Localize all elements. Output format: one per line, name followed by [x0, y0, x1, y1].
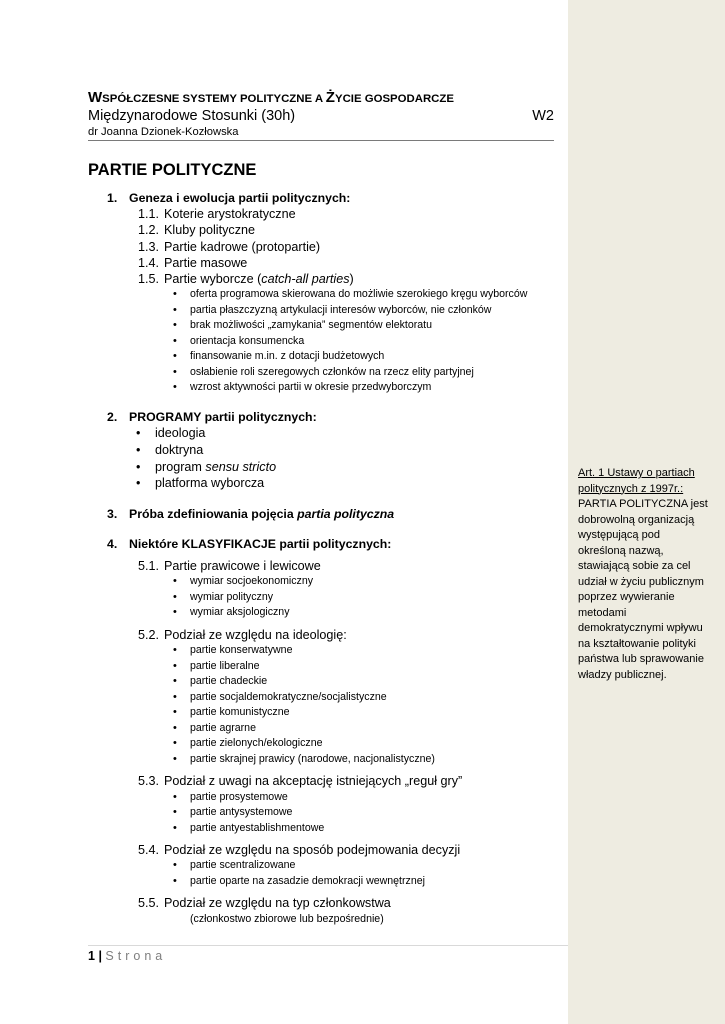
bullet-item: • partie socjaldemokratyczne/socjalistyczne	[88, 690, 560, 706]
section-number: 4.	[107, 537, 118, 552]
section-heading	[88, 190, 560, 206]
bullet-item: • brak możliwości „zamykania” segmentów elektoratu	[88, 318, 560, 334]
bullet-item: • partie zielonych/ekologiczne	[88, 736, 560, 752]
course-title	[88, 88, 554, 108]
lecture-code: W2	[532, 108, 554, 124]
section-heading	[88, 409, 560, 425]
bullet-item: • osłabienie roli szeregowych członków na rzecz elity partyjnej	[88, 365, 560, 381]
bullet-item: • oferta programowa skierowana do możliwie szerokiego kręgu wyborców	[88, 287, 560, 303]
bullet-item: • doktryna	[88, 442, 560, 459]
subsection-item	[88, 222, 560, 238]
course-title-initial: W	[88, 89, 103, 106]
bullet-item: • partie scentralizowane	[88, 858, 560, 874]
bullet-item: • partie konserwatywne	[88, 643, 560, 659]
section-title: Próba zdefiniowania pojęcia	[129, 507, 298, 522]
subsection-number: 1.1.	[138, 207, 160, 221]
subsection-item	[88, 558, 560, 574]
footer-divider	[88, 945, 568, 946]
subsection-number: 5.1.	[138, 559, 160, 574]
section-title: Niektóre KLASYFIKACJE partii politycznych:	[129, 537, 392, 552]
bullet-item: • partie agrarne	[88, 721, 560, 737]
footer-separator: |	[98, 949, 102, 963]
course-title-part-1: SPÓŁCZESNE SYSTEMY POLITYCZNE A	[102, 93, 326, 105]
course-title-part-2: YCIE GOSPODARCZE	[334, 93, 454, 105]
bullet-item: • wzrost aktywności partii w okresie przedwyborczym	[88, 380, 560, 396]
sidebar-note	[578, 466, 710, 683]
section-number: 2.	[107, 409, 118, 424]
subsection-number: 1.2.	[138, 223, 160, 238]
bullet-item: • partie antyestablishmentowe	[88, 821, 560, 837]
subsection-item	[88, 206, 560, 222]
subsection-item	[88, 271, 560, 287]
bullet-item: • wymiar polityczny	[88, 590, 560, 606]
author: dr Joanna Dzionek-Kozłowska	[88, 125, 554, 141]
bullet-item: • wymiar socjoekonomiczny	[88, 574, 560, 590]
page-title: PARTIE POLITYCZNE	[88, 161, 257, 179]
subsection-text: Podział ze względu na typ członkowstwa	[164, 896, 391, 911]
bullet-item: • partia płaszczyzną artykulacji interesów wyborców, nie członków	[88, 303, 560, 319]
subsection-text: Podział ze względu na ideologię:	[164, 627, 347, 642]
subsection-number: 1.5.	[138, 272, 160, 287]
subsection-note: (członkostwo zbiorowe lub bezpośrednie)	[190, 912, 384, 925]
bullet-item: • partie skrajnej prawicy (narodowe, nacjonalistyczne)	[88, 752, 560, 768]
bullet-item: • partie oparte na zasadzie demokracji wewnętrznej	[88, 874, 560, 890]
page-number: 1	[88, 949, 95, 963]
subsection-text: Koterie arystokratyczne	[164, 207, 296, 221]
subsection-text: Partie wyborcze (	[164, 272, 262, 287]
subsection-item	[88, 627, 560, 643]
bullet-item: • ideologia	[88, 425, 560, 442]
subsection-text: Podział z uwagi na akceptację istniejących „reguł gry”	[164, 774, 463, 789]
subsection-text: Partie kadrowe (protopartie)	[164, 239, 321, 254]
bullet-item: • finansowanie m.in. z dotacji budżetowych	[88, 349, 560, 365]
subsection-number: 5.4.	[138, 843, 160, 858]
section-heading	[88, 506, 560, 522]
subsection-number: 1.4.	[138, 255, 160, 270]
page-footer	[88, 949, 166, 963]
subtitle-row	[88, 108, 554, 125]
subsection-text: Partie prawicowe i lewicowe	[164, 559, 321, 574]
bullet-item: • partie prosystemowe	[88, 790, 560, 806]
subsection-number: 1.3.	[138, 239, 160, 254]
bullet-text: program	[155, 459, 206, 474]
subsection-number: 5.2.	[138, 627, 160, 642]
bullet-item	[88, 459, 560, 476]
document-body	[88, 190, 560, 927]
section-title: PROGRAMY partii politycznych:	[129, 409, 317, 424]
bullet-item: • orientacja konsumencka	[88, 334, 560, 350]
subsection-number: 5.5.	[138, 896, 160, 911]
bullet-item: • partie komunistyczne	[88, 705, 560, 721]
course-subtitle: Międzynarodowe Stosunki (30h)	[88, 108, 296, 124]
section-number: 3.	[107, 507, 118, 522]
subsection-text-end: )	[349, 272, 354, 287]
bullet-item: • platforma wyborcza	[88, 475, 560, 492]
subsection-item	[88, 773, 560, 789]
section-heading	[88, 536, 560, 552]
footer-label: Strona	[105, 949, 167, 963]
bullet-item: • wymiar aksjologiczny	[88, 605, 560, 621]
section-title: Geneza i ewolucja partii politycznych:	[129, 191, 351, 205]
bullet-emphasis: sensu stricto	[205, 459, 277, 474]
sidebar-note-body: PARTIA POLITYCZNA jest dobrowolną organizacją występującą pod określoną nazwą, stawiającą sobie za cel udział w życiu publicznym poprzez wywieranie metodami demokratycznymi wpływu na kształtowanie polityki państwa lub sprawowanie władzy publicznej.	[578, 498, 708, 681]
subsection-item	[88, 239, 560, 255]
subsection-item	[88, 895, 560, 911]
document-header	[88, 88, 554, 141]
subsection-text: Podział ze względu na sposób podejmowania decyzji	[164, 843, 461, 858]
bullet-item: • partie chadeckie	[88, 674, 560, 690]
subsection-text: Partie masowe	[164, 255, 248, 270]
subsection-text: Kluby polityczne	[164, 223, 256, 238]
subsection-item	[88, 842, 560, 858]
subsection-item	[88, 255, 560, 271]
bullet-item: • partie liberalne	[88, 659, 560, 675]
course-title-initial-2: Ż	[325, 89, 335, 106]
subsection-number: 5.3.	[138, 774, 160, 789]
sidebar-note-heading: Art. 1 Ustawy o partiach politycznych z 1997r.:	[578, 467, 695, 495]
subsection-emphasis: catch-all parties	[261, 272, 350, 287]
section-number: 1.	[107, 191, 118, 205]
bullet-item: • partie antysystemowe	[88, 805, 560, 821]
section-title-emphasis: partia polityczna	[297, 507, 395, 522]
